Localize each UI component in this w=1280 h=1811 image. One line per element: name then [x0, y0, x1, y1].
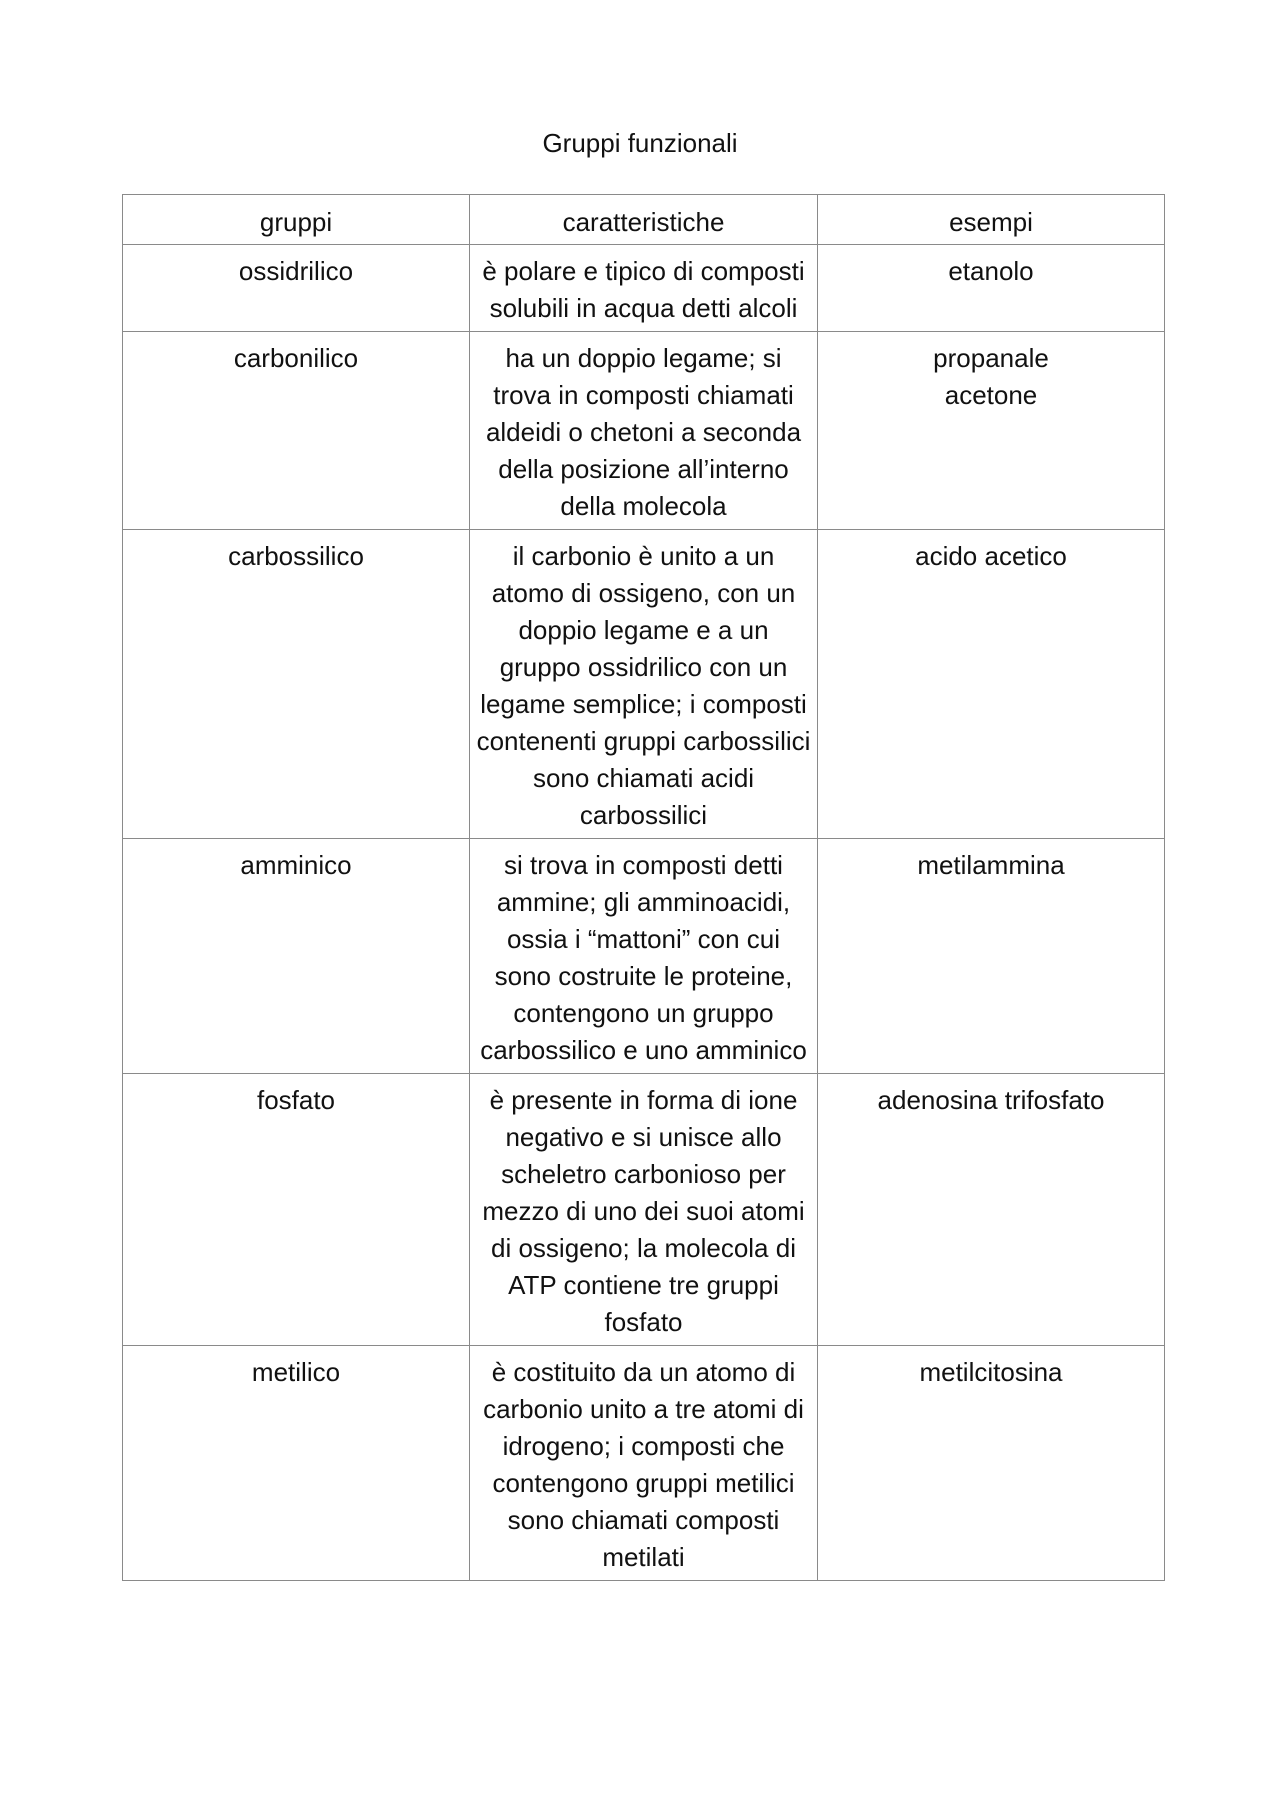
group-cell: amminico — [123, 839, 470, 1074]
header-characteristics: caratteristiche — [470, 195, 818, 245]
examples-cell — [818, 839, 1165, 1074]
description-cell: è polare e tipico di composti solubili in acqua detti alcoli — [470, 245, 818, 332]
description-cell: è presente in forma di ione negativo e si unisce allo scheletro carbonioso per mezzo di uno dei suoi atomi di ossigeno; la molecola di ATP contiene tre gruppi fosfato — [470, 1074, 818, 1346]
functional-groups-table — [122, 194, 1165, 1581]
header-groups: gruppi — [123, 195, 470, 245]
table-row — [123, 530, 1165, 839]
group-cell: carbonilico — [123, 332, 470, 530]
examples-cell — [818, 1346, 1165, 1581]
table-row — [123, 1346, 1165, 1581]
table-row — [123, 245, 1165, 332]
example-item: etanolo — [948, 256, 1034, 286]
example-item: adenosina trifosfato — [877, 1085, 1105, 1115]
group-cell: metilico — [123, 1346, 470, 1581]
table-header-row — [123, 195, 1165, 245]
header-examples: esempi — [818, 195, 1165, 245]
description-cell: si trova in composti detti ammine; gli amminoacidi, ossia i “mattoni” con cui sono costruite le proteine, contengono un gruppo carbossilico e uno amminico — [470, 839, 818, 1074]
table-row — [123, 332, 1165, 530]
document-title: Gruppi funzionali — [542, 128, 738, 158]
description-cell: il carbonio è unito a un atomo di ossigeno, con un doppio legame e a un gruppo ossidrilico con un legame semplice; i composti contenenti gruppi carbossilici sono chiamati acidi carbossilici — [470, 530, 818, 839]
examples-cell — [818, 245, 1165, 332]
examples-cell — [818, 1074, 1165, 1346]
table-row — [123, 1074, 1165, 1346]
example-item: acido acetico — [915, 541, 1067, 571]
description-cell: è costituito da un atomo di carbonio unito a tre atomi di idrogeno; i composti che contengono gruppi metilici sono chiamati composti metilati — [470, 1346, 818, 1581]
example-item: acetone — [944, 380, 1038, 410]
group-cell: ossidrilico — [123, 245, 470, 332]
examples-cell — [818, 332, 1165, 530]
example-item: metilammina — [917, 850, 1065, 880]
example-item: metilcitosina — [919, 1357, 1063, 1387]
table-row — [123, 839, 1165, 1074]
examples-cell — [818, 530, 1165, 839]
group-cell: fosfato — [123, 1074, 470, 1346]
example-item: propanale — [933, 343, 1049, 373]
description-cell: ha un doppio legame; si trova in composti chiamati aldeidi o chetoni a seconda della posizione all’interno della molecola — [470, 332, 818, 530]
group-cell: carbossilico — [123, 530, 470, 839]
